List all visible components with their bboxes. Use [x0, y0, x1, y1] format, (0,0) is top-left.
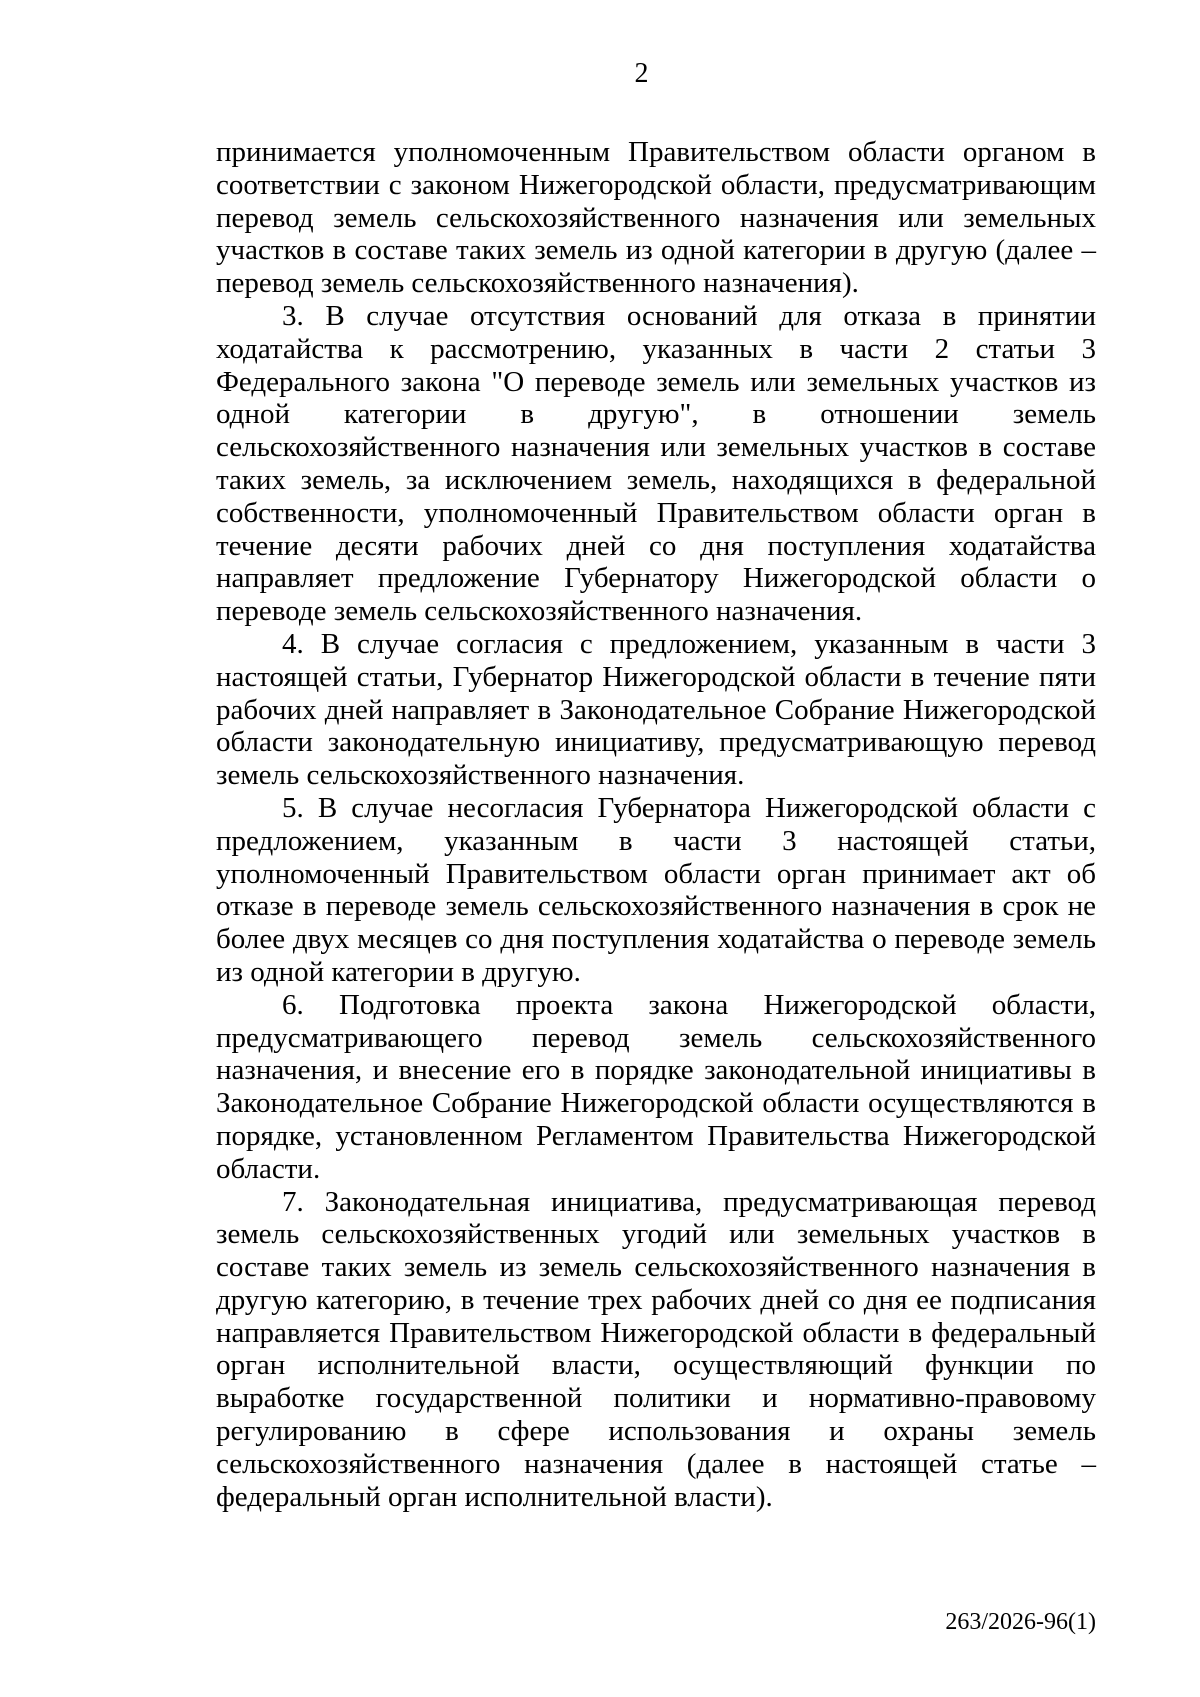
paragraph-item-5: 5. В случае несогласия Губернатора Нижегородской области с предложением, указанным в части 3 настоящей статьи, уполномоченный Правительством области орган принимает акт об отказе в переводе земель сельскохозяйственного назначения в срок не более двух месяцев со дня поступления ходатайства о переводе земель из одной категории в другую.: [216, 791, 1096, 988]
page-number: 2: [634, 58, 649, 89]
document-code: 263/2026-96(1): [945, 1609, 1096, 1635]
paragraph-item-7: 7. Законодательная инициатива, предусматривающая перевод земель сельскохозяйственных угодий или земельных участков в составе таких земель из земель сельскохозяйственного назначения в другую категорию, в течение трех рабочих дней со дня ее подписания направляется Правительством Нижегородской области в федеральный орган исполнительной власти, осуществляющий функции по выработке государственной политики и нормативно-правовому регулированию в сфере использования и охраны земель сельскохозяйственного назначения (далее в настоящей статье – федеральный орган исполнительной власти).: [216, 1185, 1096, 1513]
paragraph-item-3: 3. В случае отсутствия оснований для отказа в принятии ходатайства к рассмотрению, указанных в части 2 статьи 3 Федерального закона "О переводе земель или земельных участков из одной категории в другую", в отношении земель сельскохозяйственного назначения или земельных участков в составе таких земель, за исключением земель, находящихся в федеральной собственности, уполномоченный Правительством области орган в течение десяти рабочих дней со дня поступления ходатайства направляет предложение Губернатору Нижегородской области о переводе земель сельскохозяйственного назначения.: [216, 299, 1096, 628]
paragraph-item-4: 4. В случае согласия с предложением, указанным в части 3 настоящей статьи, Губернатор Нижегородской области в течение пяти рабочих дней направляет в Законодательное Собрание Нижегородской области законодательную инициативу, предусматривающую перевод земель сельскохозяйственного назначения.: [216, 627, 1096, 792]
paragraph-continuation: принимается уполномоченным Правительством области органом в соответствии с законом Нижегородской области, предусматривающим перевод земель сельскохозяйственного назначения или земельных участков в составе таких земель из одной категории в другую (далее – перевод земель сельскохозяйственного назначения).: [216, 136, 1096, 300]
document-body: [216, 136, 1096, 1513]
paragraph-item-6: 6. Подготовка проекта закона Нижегородской области, предусматривающего перевод земель сельскохозяйственного назначения, и внесение его в порядке законодательной инициативы в Законодательное Собрание Нижегородской области осуществляются в порядке, установленном Регламентом Правительства Нижегородской области.: [216, 988, 1096, 1185]
